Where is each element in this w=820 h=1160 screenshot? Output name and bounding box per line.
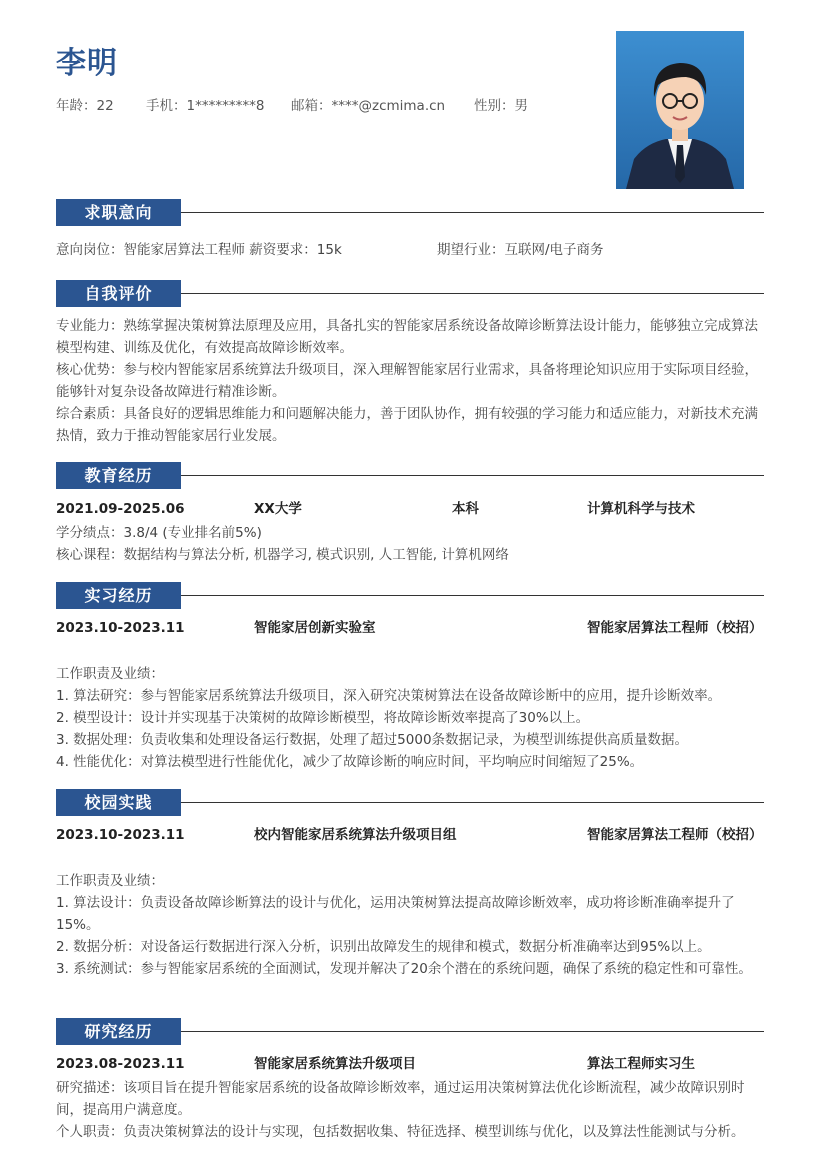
intern-org: 智能家居创新实验室 [254, 620, 376, 636]
edu-date: 2021.09-2025.06 [56, 501, 185, 517]
intern-label: 工作职责及业绩： [56, 666, 164, 682]
section-title: 求职意向 [56, 199, 181, 226]
intent-industry: 期望行业：互联网/电子商务 [437, 242, 604, 258]
list-item: 2. 模型设计：设计并实现基于决策树的故障诊断模型，将故障诊断效率提高了30%以上。 [56, 710, 590, 726]
section-header-self [56, 280, 764, 307]
divider [181, 293, 764, 294]
intern-date: 2023.10-2023.11 [56, 620, 185, 636]
section-title: 校园实践 [56, 789, 181, 816]
divider [181, 212, 764, 213]
self-eval-quality: 综合素质：具备良好的逻辑思维能力和问题解决能力，善于团队协作，拥有较强的学习能力和适应能力，对新技术充满热情，致力于推动智能家居行业发展。 [56, 406, 758, 444]
section-title: 自我评价 [56, 280, 181, 307]
divider [181, 475, 764, 476]
list-item: 1. 算法研究：参与智能家居系统算法升级项目，深入研究决策树算法在设备故障诊断中的应用，提升诊断效率。 [56, 688, 722, 704]
research-project: 智能家居系统算法升级项目 [254, 1056, 416, 1072]
self-eval-advantage: 核心优势：参与校内智能家居系统算法升级项目，深入理解智能家居行业需求，具备将理论知识应用于实际项目经验，能够针对复杂设备故障进行精准诊断。 [56, 362, 758, 400]
divider [181, 1031, 764, 1032]
edu-courses: 核心课程：数据结构与算法分析, 机器学习, 模式识别, 人工智能, 计算机网络 [56, 547, 509, 563]
self-eval-skill: 专业能力：熟练掌握决策树算法原理及应用，具备扎实的智能家居系统设备故障诊断算法设计能力，能够独立完成算法模型构建、训练及优化，有效提高故障诊断效率。 [56, 318, 758, 356]
edu-gpa: 学分绩点：3.8/4 (专业排名前5%) [56, 525, 262, 541]
email: 邮箱：****@zcmima.cn [291, 98, 446, 114]
gender: 性别：男 [474, 98, 528, 114]
list-item: 1. 算法设计：负责设备故障诊断算法的设计与优化，运用决策树算法提高故障诊断效率，成功将诊断准确率提升了15%。 [56, 895, 735, 933]
section-title: 教育经历 [56, 462, 181, 489]
section-header-research [56, 1018, 764, 1045]
divider [181, 595, 764, 596]
section-title: 研究经历 [56, 1018, 181, 1045]
research-duty: 个人职责：负责决策树算法的设计与实现，包括数据收集、特征选择、模型训练与优化，以及算法性能测试与分析。 [56, 1124, 745, 1140]
campus-role: 智能家居算法工程师（校招） [587, 827, 763, 843]
intent-position: 意向岗位：智能家居算法工程师 薪资要求：15k [56, 242, 342, 258]
section-header-internship [56, 582, 764, 609]
list-item: 3. 数据处理：负责收集和处理设备运行数据，处理了超过5000条数据记录，为模型训练提供高质量数据。 [56, 732, 689, 748]
section-header-education [56, 462, 764, 489]
campus-date: 2023.10-2023.11 [56, 827, 185, 843]
section-header-intent [56, 199, 764, 226]
campus-label: 工作职责及业绩： [56, 873, 164, 889]
basic-info [56, 94, 528, 114]
age: 年龄：22 [56, 98, 114, 114]
profile-photo [616, 31, 744, 189]
list-item: 3. 系统测试：参与智能家居系统的全面测试，发现并解决了20余个潜在的系统问题，确保了系统的稳定性和可靠性。 [56, 961, 752, 977]
list-item: 4. 性能优化：对算法模型进行性能优化，减少了故障诊断的响应时间，平均响应时间缩短了25%。 [56, 754, 644, 770]
intern-role: 智能家居算法工程师（校招） [587, 620, 763, 636]
section-header-campus [56, 789, 764, 816]
candidate-name: 李明 [56, 46, 118, 81]
campus-org: 校内智能家居系统算法升级项目组 [254, 827, 457, 843]
list-item: 2. 数据分析：对设备运行数据进行深入分析，识别出故障发生的规律和模式，数据分析准确率达到95%以上。 [56, 939, 711, 955]
research-description: 研究描述：该项目旨在提升智能家居系统的设备故障诊断效率，通过运用决策树算法优化诊断流程，减少故障识别时间，提高用户满意度。 [56, 1080, 745, 1118]
phone: 手机：1*********8 [146, 98, 265, 114]
edu-degree: 本科 [452, 501, 479, 517]
divider [181, 802, 764, 803]
research-role: 算法工程师实习生 [587, 1056, 695, 1072]
section-title: 实习经历 [56, 582, 181, 609]
edu-school: XX大学 [254, 501, 302, 517]
edu-major: 计算机科学与技术 [587, 501, 695, 517]
research-date: 2023.08-2023.11 [56, 1056, 185, 1072]
